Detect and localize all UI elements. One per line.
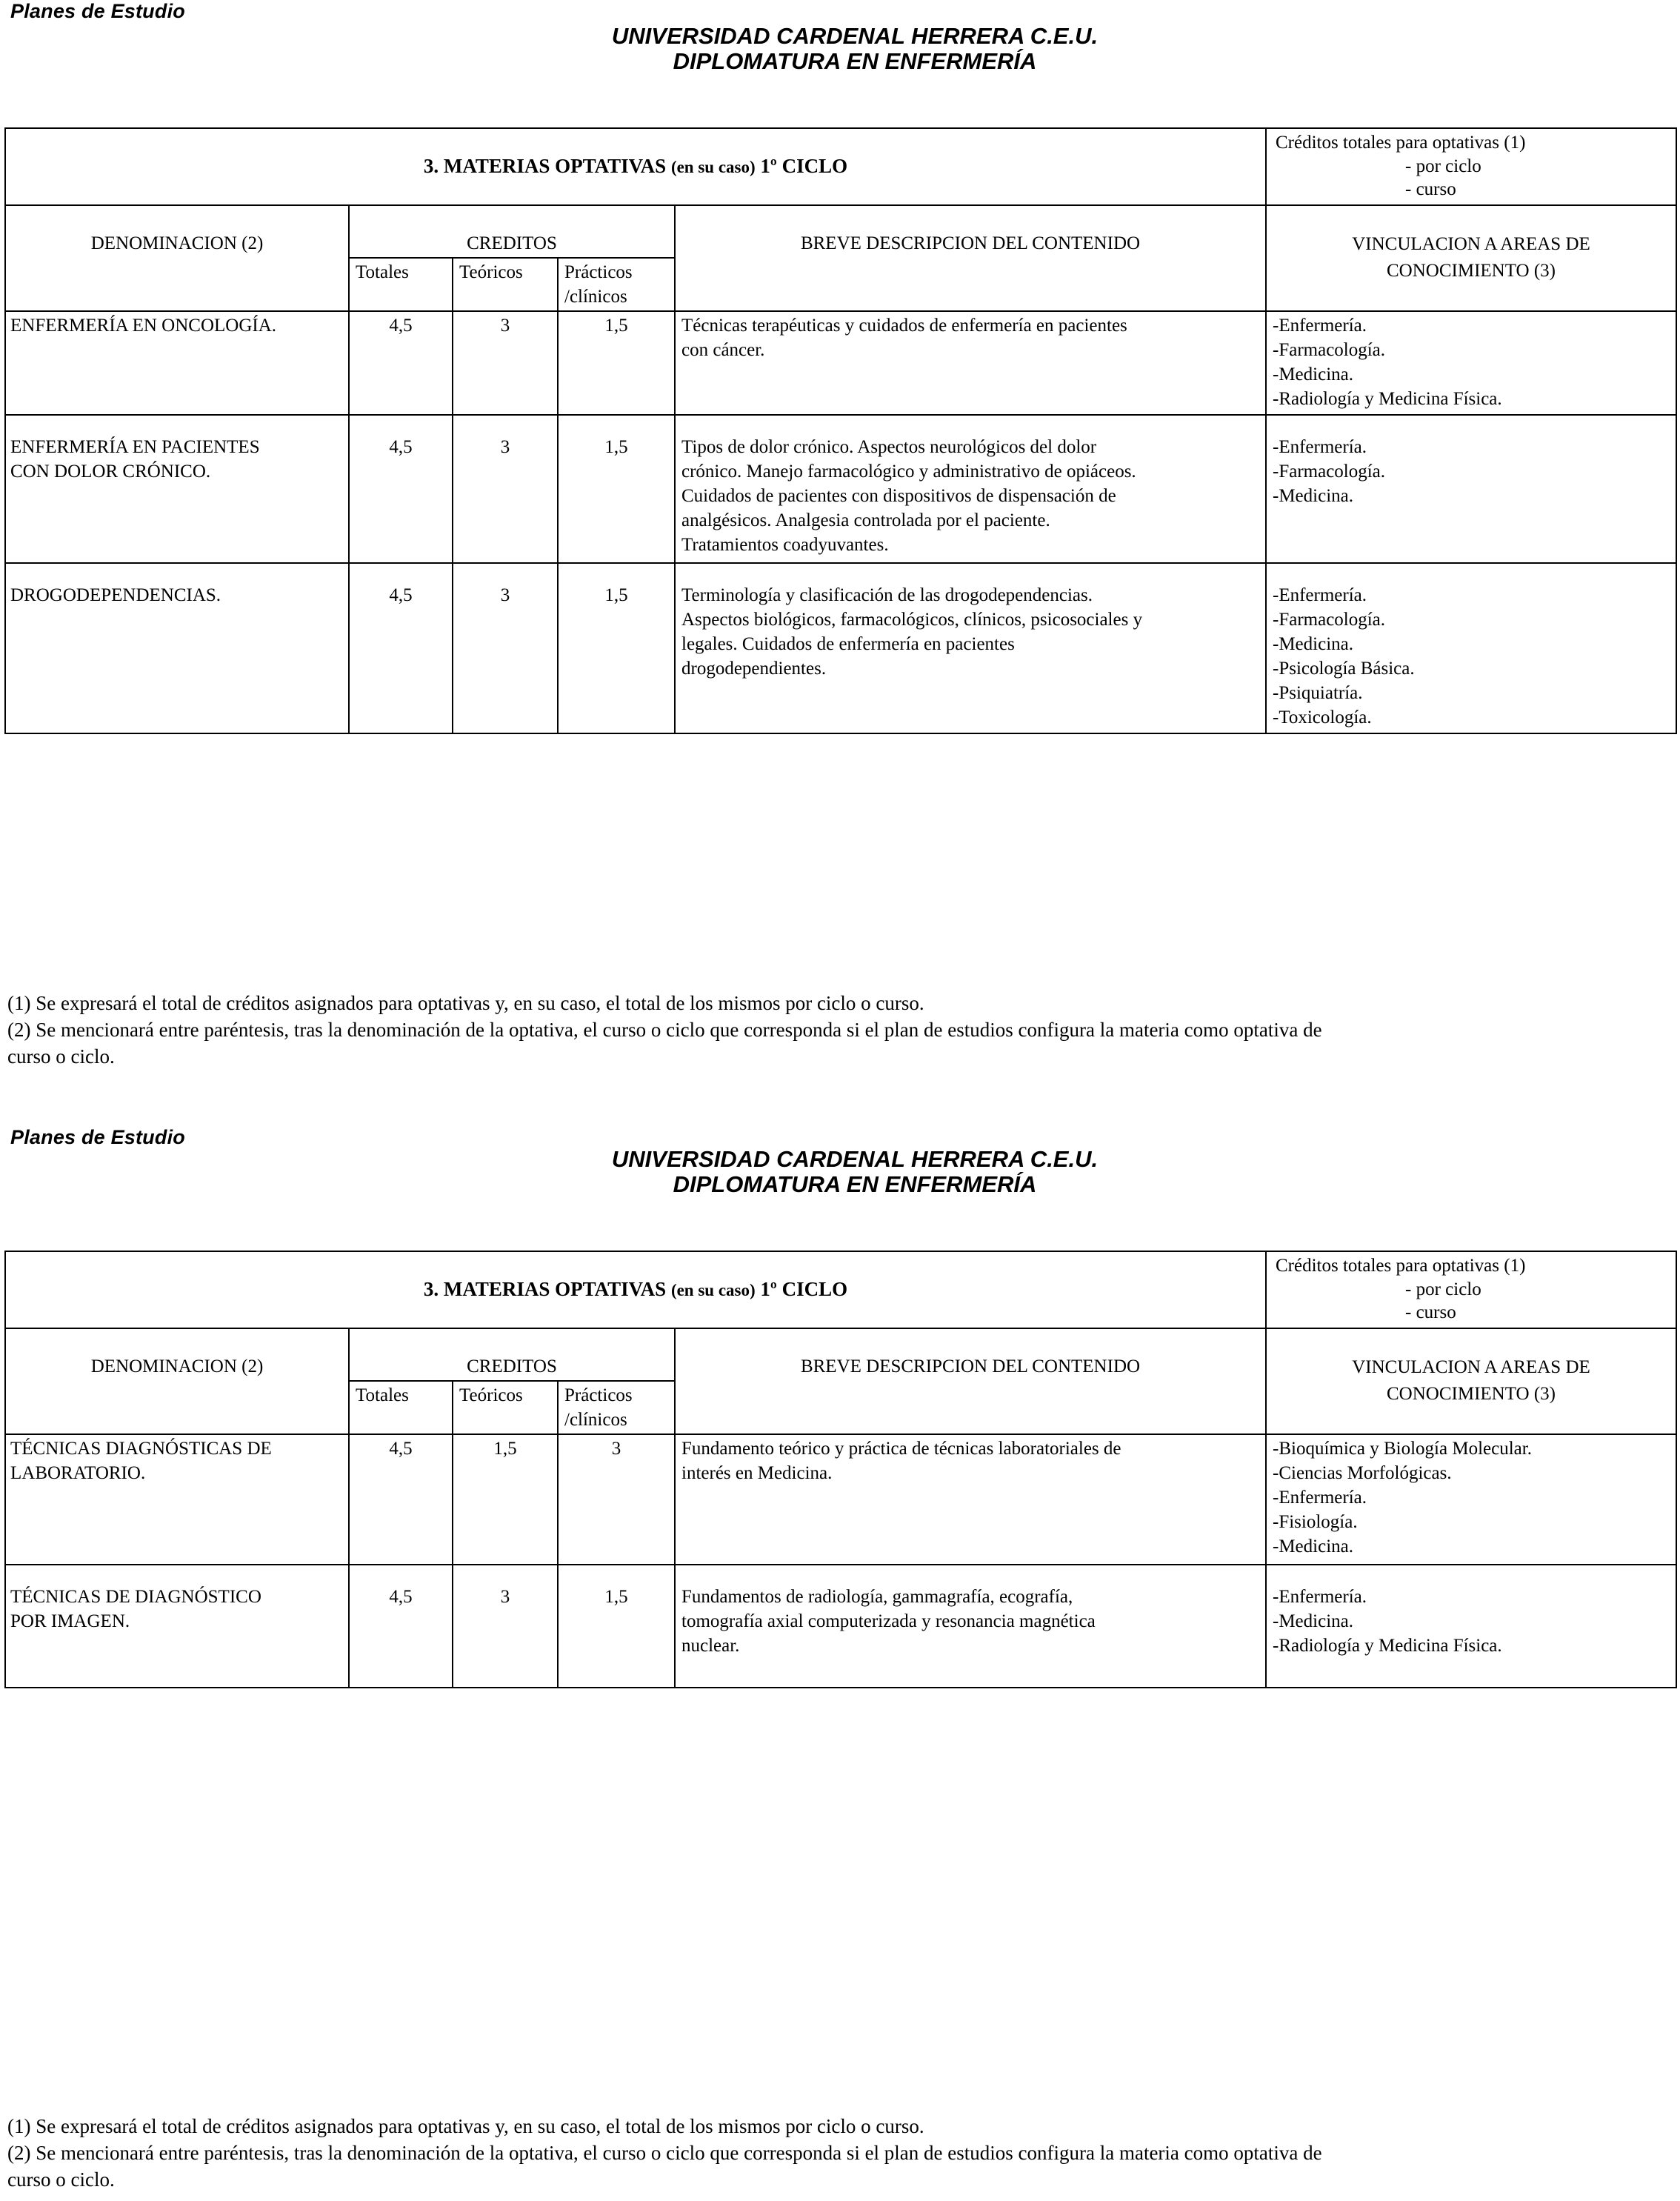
area-item: -Medicina. (1273, 486, 1353, 506)
title-paren: (en su caso) (670, 1281, 756, 1299)
area-item: -Ciencias Morfológicas. (1273, 1463, 1452, 1483)
col-vinculacion-line1: VINCULACION A AREAS DE (1352, 234, 1590, 254)
optativas-table (4, 127, 1677, 734)
area-item: -Enfermería. (1273, 316, 1367, 336)
university-name: UNIVERSIDAD CARDENAL HERRERA C.E.U. (611, 1146, 1099, 1172)
document-header (0, 24, 1680, 74)
subject-name (5, 563, 349, 733)
subject-name-line: LABORATORIO. (10, 1463, 146, 1483)
area-item: -Medicina. (1273, 1611, 1353, 1631)
description-line: Terminología y clasificación de las drogodependencias. (681, 585, 1093, 605)
col-vinculacion (1266, 1328, 1676, 1434)
subject-name-line: DROGODEPENDENCIAS. (10, 585, 221, 605)
col-practicos-line1: Prácticos (564, 1385, 633, 1405)
title-main: 3. MATERIAS OPTATIVAS (423, 155, 667, 177)
credits-practicos: 1,5 (558, 563, 675, 733)
table-title-row (5, 1251, 1676, 1328)
area-item: -Farmacología. (1273, 610, 1386, 630)
table-title-row (5, 128, 1676, 205)
description-line: Tipos de dolor crónico. Aspectos neurológicos del dolor (681, 437, 1097, 457)
title-cycle: 1º CICLO (760, 1278, 848, 1300)
col-totales: Totales (349, 258, 453, 311)
area-item: -Farmacología. (1273, 462, 1386, 482)
optativas-table (4, 1251, 1677, 1688)
area-item: -Psicología Básica. (1273, 659, 1415, 679)
credits-per-course: - curso (1405, 179, 1456, 199)
area-item: -Fisiología. (1273, 1512, 1358, 1532)
description-line: drogodependientes. (681, 659, 827, 679)
col-descripcion: BREVE DESCRIPCION DEL CONTENIDO (675, 1328, 1266, 1434)
footnote-1: (1) Se expresará el total de créditos asignados para optativas y, en su caso, el total de los mismos por ciclo o curso. (7, 2115, 924, 2137)
description-line: Tratamientos coadyuvantes. (681, 535, 889, 555)
col-totales: Totales (349, 1381, 453, 1434)
description-line: nuclear. (681, 1636, 740, 1656)
subject-name-line: ENFERMERÍA EN ONCOLOGÍA. (10, 316, 277, 336)
header-row (5, 1328, 1676, 1381)
footnote-2: (2) Se mencionará entre paréntesis, tras la denominación de la optativa, el curso o ciclo que corresponda si el plan de estudios configura la materia como optativa de (7, 1019, 1322, 1041)
col-creditos: CREDITOS (349, 205, 675, 258)
col-vinculacion-line2: CONOCIMIENTO (3) (1387, 261, 1556, 281)
area-item: -Medicina. (1273, 1536, 1353, 1556)
credits-teoricos: 3 (453, 415, 558, 563)
title-paren: (en su caso) (670, 158, 756, 176)
knowledge-areas (1266, 1565, 1676, 1688)
credits-teoricos: 3 (453, 1565, 558, 1688)
table-row (5, 563, 1676, 733)
area-item: -Farmacología. (1273, 340, 1386, 360)
col-practicos-line1: Prácticos (564, 262, 633, 282)
area-item: -Radiología y Medicina Física. (1273, 389, 1502, 409)
credits-totales: 4,5 (349, 1565, 453, 1688)
col-teoricos: Teóricos (453, 1381, 558, 1434)
col-vinculacion (1266, 205, 1676, 311)
subject-name-line: ENFERMERÍA EN PACIENTES (10, 437, 260, 457)
subject-description (675, 415, 1266, 563)
footnotes (7, 990, 1667, 1070)
table-title (5, 128, 1266, 205)
footnote-2-continued: curso o ciclo. (7, 1045, 115, 1068)
description-line: legales. Cuidados de enfermería en pacientes (681, 634, 1015, 654)
table-row (5, 311, 1676, 415)
credits-per-course: - curso (1405, 1302, 1456, 1322)
subject-name (5, 1565, 349, 1688)
table-title (5, 1251, 1266, 1328)
description-line: interés en Medicina. (681, 1463, 833, 1483)
knowledge-areas (1266, 311, 1676, 415)
subject-name-line: TÉCNICAS DE DIAGNÓSTICO (10, 1587, 261, 1607)
subject-description (675, 1434, 1266, 1565)
subject-name-line: TÉCNICAS DIAGNÓSTICAS DE (10, 1439, 272, 1459)
degree-name: DIPLOMATURA EN ENFERMERÍA (673, 48, 1037, 74)
subject-name (5, 1434, 349, 1565)
area-item: -Toxicología. (1273, 707, 1372, 727)
document-header (0, 1147, 1680, 1197)
subject-name-line: POR IMAGEN. (10, 1611, 130, 1631)
subject-description (675, 311, 1266, 415)
area-item: -Radiología y Medicina Física. (1273, 1636, 1502, 1656)
area-item: -Enfermería. (1273, 585, 1367, 605)
description-line: crónico. Manejo farmacológico y administrativo de opiáceos. (681, 462, 1136, 482)
col-practicos-line2: /clínicos (564, 1410, 627, 1430)
footnote-2: (2) Se mencionará entre paréntesis, tras la denominación de la optativa, el curso o ciclo que corresponda si el plan de estudios configura la materia como optativa de (7, 2142, 1322, 2164)
area-item: -Enfermería. (1273, 1587, 1367, 1607)
credits-totales: 4,5 (349, 415, 453, 563)
col-practicos (558, 1381, 675, 1434)
subject-name (5, 415, 349, 563)
table-row (5, 1434, 1676, 1565)
credits-total-label: Créditos totales para optativas (1) (1276, 1256, 1526, 1276)
subject-description (675, 1565, 1266, 1688)
col-practicos-line2: /clínicos (564, 287, 627, 307)
description-line: con cáncer. (681, 340, 765, 360)
area-item: -Medicina. (1273, 634, 1353, 654)
knowledge-areas (1266, 1434, 1676, 1565)
credits-per-cycle: - por ciclo (1405, 1279, 1481, 1299)
credits-practicos: 1,5 (558, 415, 675, 563)
subject-description (675, 563, 1266, 733)
credits-teoricos: 1,5 (453, 1434, 558, 1565)
table-row (5, 415, 1676, 563)
col-practicos (558, 258, 675, 311)
footnote-1: (1) Se expresará el total de créditos asignados para optativas y, en su caso, el total de los mismos por ciclo o curso. (7, 992, 924, 1014)
credits-practicos: 1,5 (558, 1565, 675, 1688)
title-cycle: 1º CICLO (760, 155, 848, 177)
doc-label: Planes de Estudio (10, 0, 185, 22)
col-denominacion: DENOMINACION (2) (5, 1328, 349, 1434)
degree-name: DIPLOMATURA EN ENFERMERÍA (673, 1171, 1037, 1197)
credits-practicos: 3 (558, 1434, 675, 1565)
col-denominacion: DENOMINACION (2) (5, 205, 349, 311)
credits-teoricos: 3 (453, 563, 558, 733)
description-line: analgésicos. Analgesia controlada por el paciente. (681, 510, 1050, 530)
description-line: Técnicas terapéuticas y cuidados de enfermería en pacientes (681, 316, 1127, 336)
col-teoricos: Teóricos (453, 258, 558, 311)
col-vinculacion-line1: VINCULACION A AREAS DE (1352, 1357, 1590, 1377)
credits-per-cycle: - por ciclo (1405, 156, 1481, 176)
description-line: tomografía axial computerizada y resonancia magnética (681, 1611, 1096, 1631)
footnotes (7, 2113, 1667, 2193)
subject-name (5, 311, 349, 415)
area-item: -Enfermería. (1273, 1488, 1367, 1508)
university-name: UNIVERSIDAD CARDENAL HERRERA C.E.U. (611, 23, 1099, 49)
credits-totales: 4,5 (349, 1434, 453, 1565)
description-line: Fundamento teórico y práctica de técnicas laboratoriales de (681, 1439, 1121, 1459)
col-vinculacion-line2: CONOCIMIENTO (3) (1387, 1384, 1556, 1404)
header-row (5, 205, 1676, 258)
area-item: -Psiquiatría. (1273, 683, 1363, 703)
credits-total-cell (1266, 128, 1676, 205)
credits-totales: 4,5 (349, 311, 453, 415)
col-creditos: CREDITOS (349, 1328, 675, 1381)
area-item: -Enfermería. (1273, 437, 1367, 457)
area-item: -Medicina. (1273, 364, 1353, 384)
credits-practicos: 1,5 (558, 311, 675, 415)
area-item: -Bioquímica y Biología Molecular. (1273, 1439, 1532, 1459)
knowledge-areas (1266, 415, 1676, 563)
description-line: Aspectos biológicos, farmacológicos, clínicos, psicosociales y (681, 610, 1143, 630)
credits-total-label: Créditos totales para optativas (1) (1276, 133, 1526, 153)
doc-label: Planes de Estudio (10, 1126, 185, 1148)
credits-teoricos: 3 (453, 311, 558, 415)
title-main: 3. MATERIAS OPTATIVAS (423, 1278, 667, 1300)
footnote-2-continued: curso o ciclo. (7, 2168, 115, 2191)
subject-name-line: CON DOLOR CRÓNICO. (10, 462, 211, 482)
knowledge-areas (1266, 563, 1676, 733)
table-row (5, 1565, 1676, 1688)
description-line: Fundamentos de radiología, gammagrafía, ecografía, (681, 1587, 1073, 1607)
credits-total-cell (1266, 1251, 1676, 1328)
description-line: Cuidados de pacientes con dispositivos de dispensación de (681, 486, 1116, 506)
col-descripcion: BREVE DESCRIPCION DEL CONTENIDO (675, 205, 1266, 311)
credits-totales: 4,5 (349, 563, 453, 733)
